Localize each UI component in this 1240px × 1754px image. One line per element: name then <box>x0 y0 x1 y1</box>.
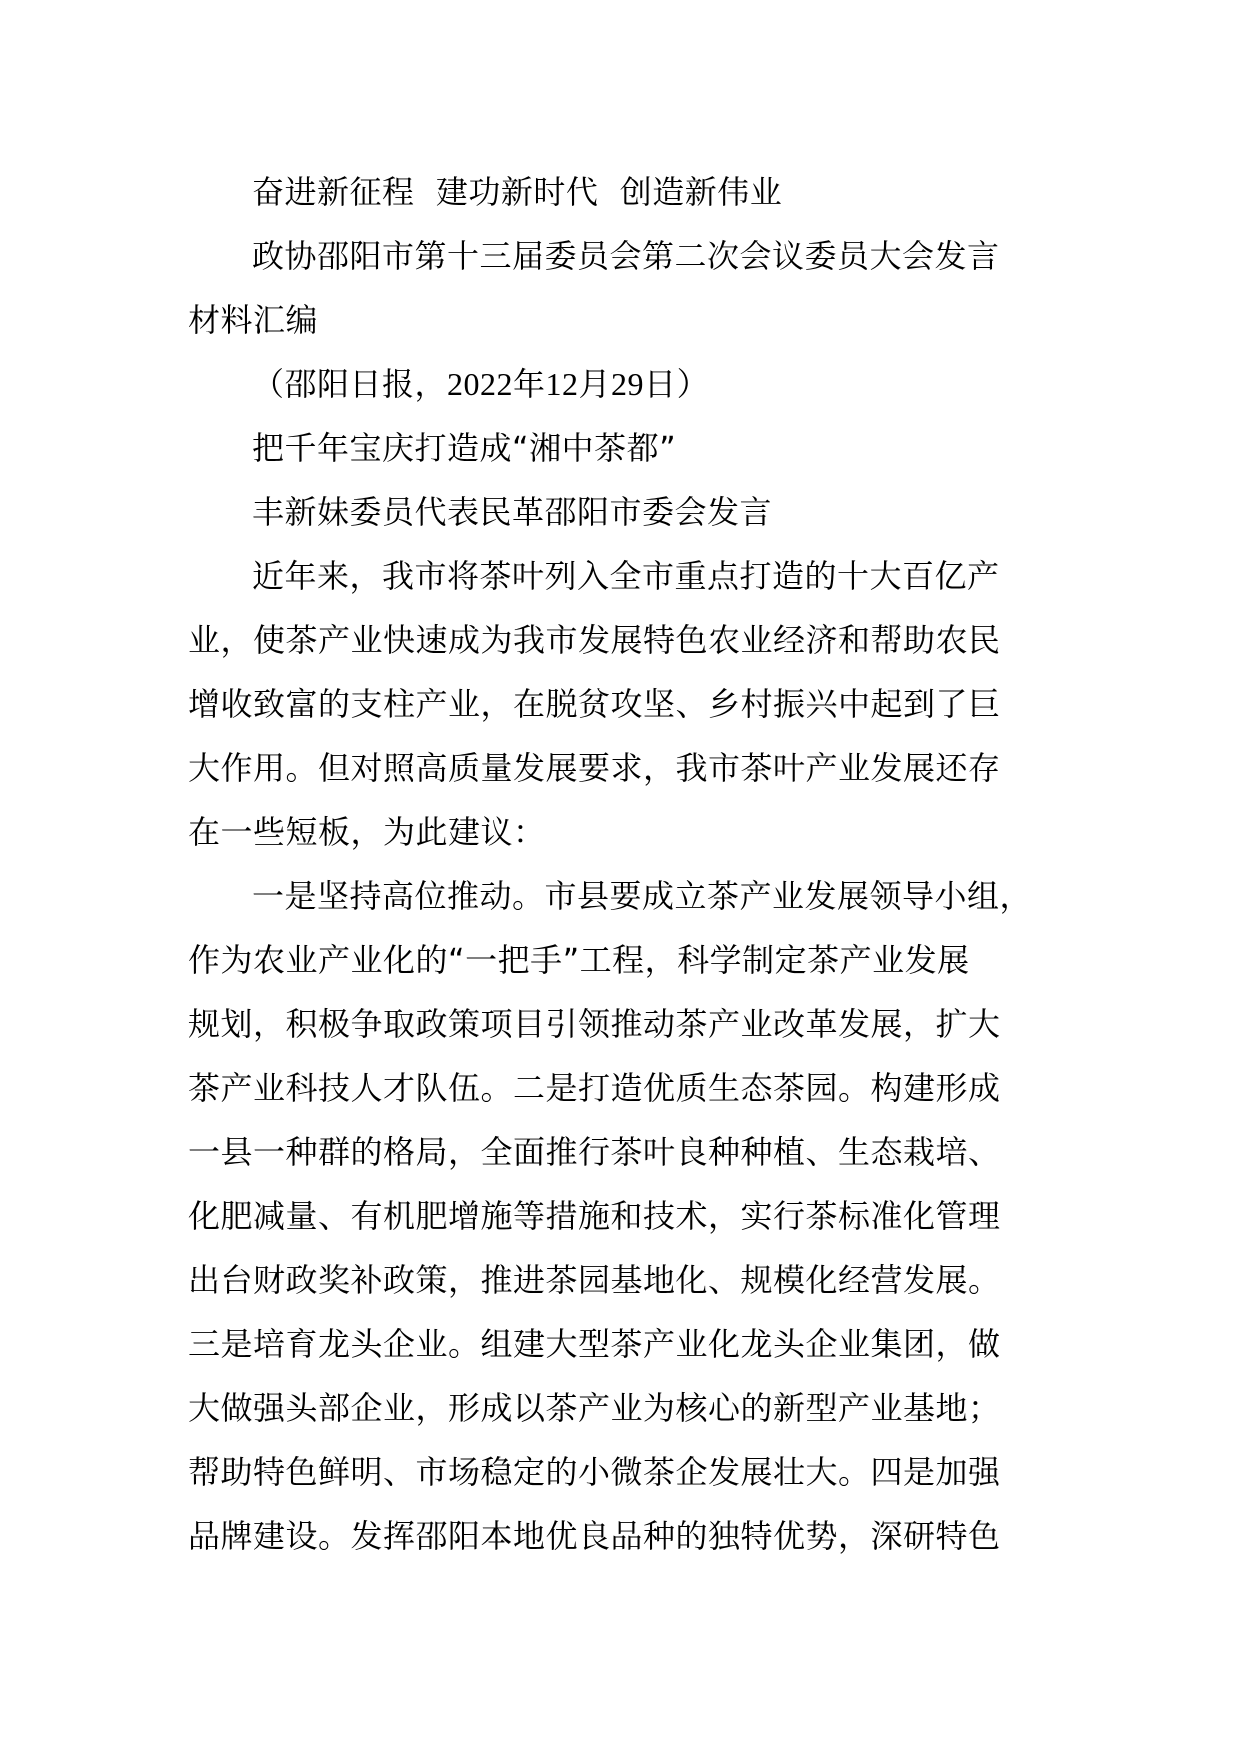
article-title: 把千年宝庆打造成“湘中茶都” <box>252 429 677 467</box>
body-line: 品牌建设。发挥邵阳本地优良品种的独特优势，深研特色 <box>188 1517 1001 1555</box>
body-line: 大做强头部企业，形成以茶产业为核心的新型产业基地； <box>188 1389 1001 1427</box>
body-line: 大作用。但对照高质量发展要求，我市茶叶产业发展还存 <box>188 749 1001 787</box>
body-line: 化肥减量、有机肥增施等措施和技术，实行茶标准化管理 <box>188 1197 1001 1235</box>
source-year: 2022 <box>447 366 514 402</box>
body-line: 出台财政奖补政策，推进茶园基地化、规模化经营发展。 <box>188 1261 1001 1299</box>
body-line: 业，使茶产业快速成为我市发展特色农业经济和帮助农民 <box>188 621 1001 659</box>
source-line <box>188 352 1060 416</box>
body-line: 增收致富的支柱产业，在脱贫攻坚、乡村振兴中起到了巨 <box>188 685 1001 723</box>
source-day-char: 日 <box>644 365 677 403</box>
header-line-2: 政协邵阳市第十三届委员会第二次会议委员大会发言 <box>252 237 1000 275</box>
body-line: 近年来，我市将茶叶列入全市重点打造的十大百亿产 <box>252 557 1000 595</box>
body-line: 一县一种群的格局，全面推行茶叶良种种植、生态栽培、 <box>188 1133 1001 1171</box>
source-month-char: 月 <box>578 365 612 403</box>
source-year-char: 年 <box>513 365 546 403</box>
body-line: 帮助特色鲜明、市场稳定的小微茶企发展壮大。四是加强 <box>188 1453 1001 1491</box>
body-line: 一是坚持高位推动。市县要成立茶产业发展领导小组， <box>252 877 1033 915</box>
speaker-line: 丰新妹委员代表民革邵阳市委会发言 <box>252 493 773 531</box>
body-line: 在一些短板，为此建议： <box>188 813 546 851</box>
source-month: 12 <box>545 366 579 402</box>
source-day: 29 <box>611 366 645 402</box>
body-line: 作为农业产业化的“一把手”工程，科学制定茶产业发展 <box>188 941 970 979</box>
header-line-2-continued: 材料汇编 <box>188 301 319 339</box>
header-line-1: 奋进新征程 建功新时代 创造新伟业 <box>252 173 783 211</box>
document-text <box>188 160 1060 1568</box>
body-line: 茶产业科技人才队伍。二是打造优质生态茶园。构建形成 <box>188 1069 1001 1107</box>
body-line: 规划，积极争取政策项目引领推动茶产业改革发展，扩大 <box>188 1005 1001 1043</box>
source-close: ） <box>676 365 710 403</box>
source-open: （邵阳日报， <box>252 365 448 403</box>
body-line: 三是培育龙头企业。组建大型茶产业化龙头企业集团，做 <box>188 1325 1001 1363</box>
